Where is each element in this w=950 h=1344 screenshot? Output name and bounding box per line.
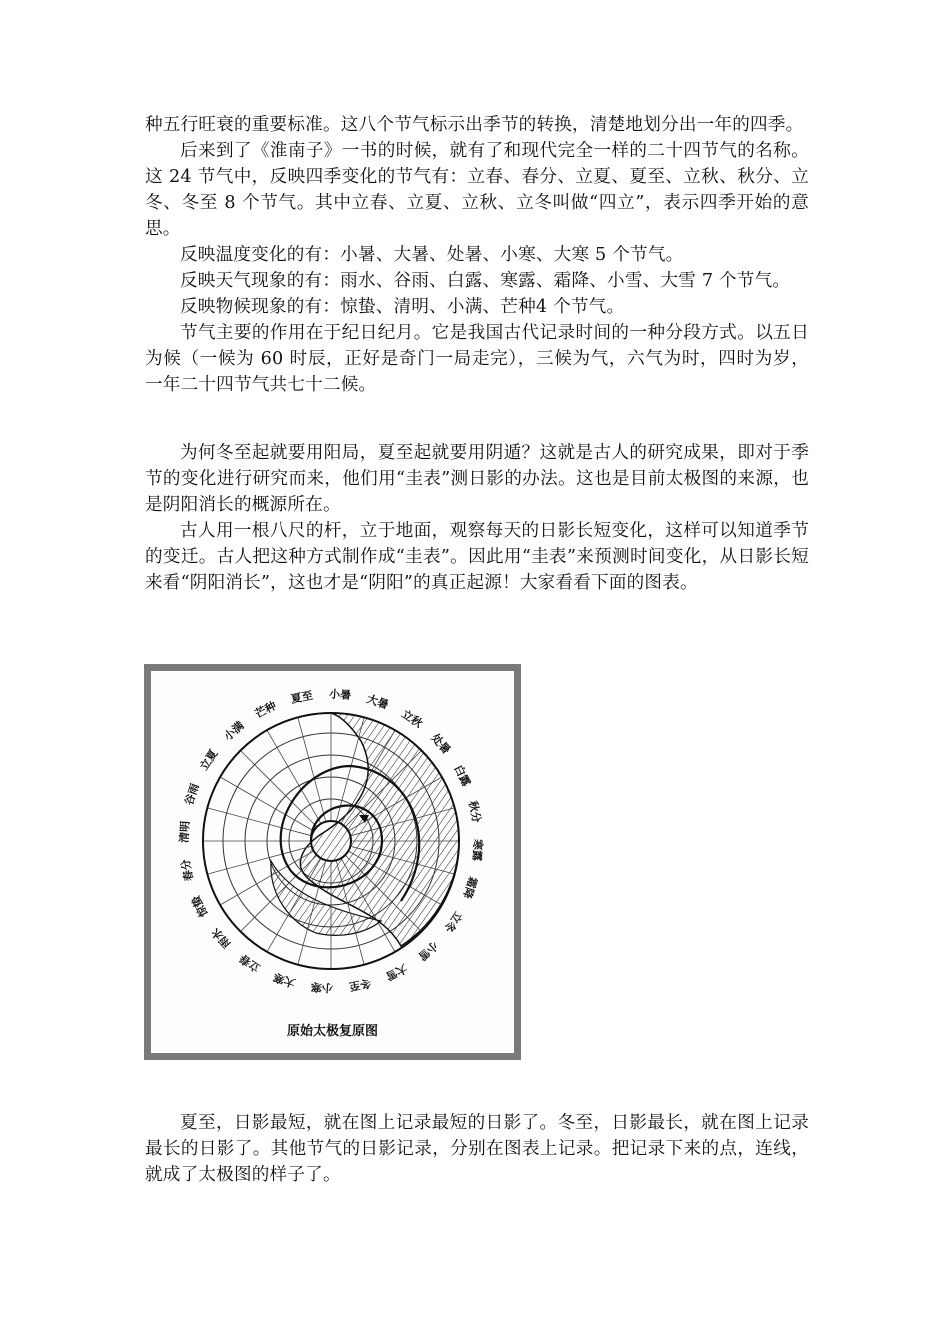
solar-term-label: 小满	[221, 719, 247, 744]
text-block-top	[145, 112, 809, 398]
solar-term-label: 白露	[451, 762, 473, 789]
figure-canvas	[151, 671, 514, 1053]
solar-term-label: 大寒	[271, 970, 297, 990]
spoke-line	[240, 750, 316, 826]
solar-term-label: 冬至	[348, 976, 373, 994]
solar-term-label: 春分	[178, 858, 196, 883]
solar-term-label: 立秋	[399, 707, 425, 731]
solar-term-label: 秋分	[466, 799, 484, 824]
paragraph: 反映天气现象的有：雨水、谷雨、白露、寒露、霜降、小雪、大雪 7 个节气。	[180, 271, 791, 291]
solar-term-label: 清明	[177, 820, 192, 844]
solar-term-label: 立春	[237, 951, 263, 975]
text-block-bottom	[145, 1110, 809, 1188]
paragraph: 反映温度变化的有：小暑、大暑、处暑、小寒、大寒 5 个节气。	[180, 245, 684, 265]
solar-term-label: 霜降	[460, 875, 480, 901]
solar-term-label: 夏至	[289, 688, 314, 706]
solar-term-label: 雨水	[209, 925, 234, 951]
paragraph: 种五行旺衰的重要标准。这八个节气标示出季节的转换，清楚地划分出一年的四季。	[145, 115, 804, 135]
solar-term-label: 大雪	[383, 961, 410, 983]
solar-term-label: 立夏	[197, 747, 221, 773]
paragraph: 后来到了《淮南子》一书的时候，就有了和现代完全一样的二十四节气的名称。这 24 节气中，反映四季变化的节气有：立春、春分、立夏、夏至、立秋、秋分、立冬、冬至 8 个节气。其中立春、立夏、立秋、立冬叫做“四立”，表示四季开始的意思。	[145, 141, 809, 239]
solar-term-label: 立冬	[441, 909, 465, 935]
paragraph: 夏至，日影最短，就在图上记录最短的日影了。冬至，日影最长，就在图上记录最长的日影了。其他节气的日影记录，分别在图表上记录。把记录下来的点，连线，就成了太极图的样子了。	[145, 1113, 809, 1185]
text-block-middle	[145, 440, 809, 596]
solar-term-label: 小雪	[415, 938, 441, 963]
paragraph: 古人用一根八尺的杆，立于地面，观察每天的日影长短变化，这样可以知道季节的变迁。古人把这种方式制作成“圭表”。因此用“圭表”来预测时间变化，从日影长短来看“阴阳消长”，这也才是“阴阳”的真正起源！大家看看下面的图表。	[145, 521, 809, 593]
solar-term-label: 小暑	[328, 687, 352, 702]
paragraph: 为何冬至起就要用阳局，夏至起就要用阴遁？这就是古人的研究成果，即对于季节的变化进行研究而来，他们用“圭表”测日影的办法。这也是目前太极图的来源，也是阴阳消长的概源所在。	[145, 443, 809, 515]
solar-term-label: 小寒	[310, 980, 334, 995]
solar-term-label: 谷雨	[182, 781, 202, 807]
solar-term-label: 寒露	[470, 838, 485, 862]
solar-term-label: 大暑	[365, 692, 391, 712]
solar-term-label: 处暑	[428, 731, 453, 757]
taiji-diagram	[151, 671, 514, 1053]
solar-term-label: 芒种	[252, 699, 279, 721]
paragraph: 反映物候现象的有：惊蛰、清明、小满、芒种4 个节气。	[180, 297, 625, 317]
paragraph: 节气主要的作用在于纪日纪月。它是我国古代记录时间的一种分段方式。以五日为候（一候为 60 时辰，正好是奇门一局走完），三候为气，六气为时，四时为岁，一年二十四节气共七十二候。	[145, 323, 809, 395]
taiji-figure	[144, 664, 521, 1060]
solar-term-label: 惊蛰	[189, 893, 211, 920]
figure-caption: 原始太极复原图	[286, 1024, 378, 1039]
